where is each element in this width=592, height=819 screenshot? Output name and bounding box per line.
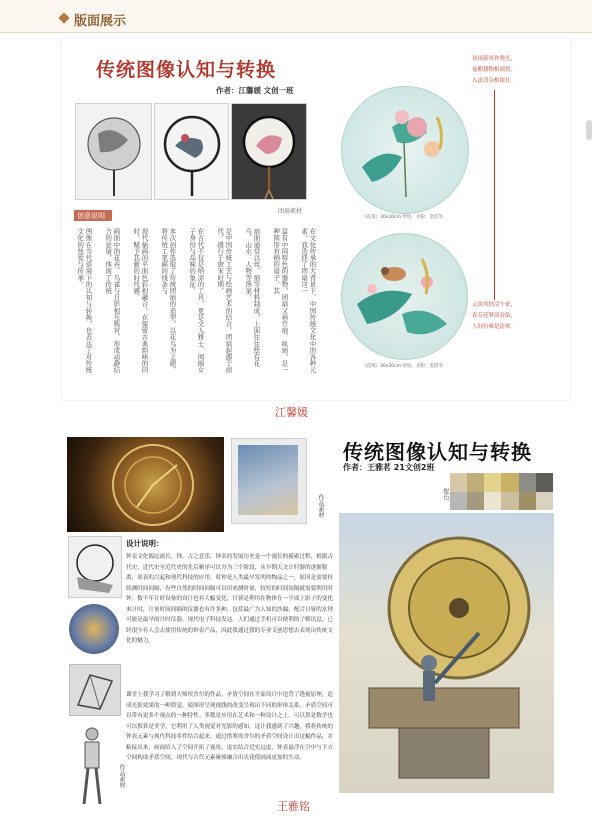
poster-1-title: 传统图像认知与转换: [96, 59, 277, 81]
swatch: [450, 492, 467, 511]
swatch: [519, 473, 536, 492]
poem-top-line-1: 初雨新风作晓光，: [472, 56, 517, 62]
framed-painting-canvas: [238, 445, 298, 515]
poem-bottom-line-3: 人间有味是清欢。: [472, 324, 517, 330]
fan-painting-1-art: [342, 87, 468, 213]
poem-bottom-line-1: 云淡风轻活午来，: [472, 302, 517, 308]
swatch: [501, 492, 518, 511]
fan-photo-3-art: [232, 104, 306, 199]
sketch-clock-1-art: [69, 537, 121, 597]
design-paragraph-2: 课堂上我学习了解到大师埃舍尔的作品，矛盾空间在平面设计中违背了透视原理，造成光影效果的一种错觉，使图形呈现视线的改变呈现出不同的形体关系，矛盾空间可以带有更多个视点的一种特性。多数是应用在艺术和一种设计之上，可以算是数学也可以推算是美学，它利用了人类视觉对光影的感知，这让我感到了兴趣，我将传统的钟表元素与现代科技零件结合起来，通过借鉴埃舍尔的矛盾空间设计出这幅作品，并粘接出来，画面给入了空间开拓了视角，虚实结合近实远虚，钟表悬浮在空中与下方空间构成矛盾空间，现代与古代元素碰撞融合出火花使画面更加的生动。: [126, 692, 333, 761]
photo-caption: 团扇素材: [278, 208, 303, 215]
fan-1-caption: 《花落》30x30cm 丝绢、水粉、金箔等: [362, 215, 443, 220]
student-name-1: 江馨媛: [275, 406, 308, 419]
body-column-1: 在文化传承的大背景下，中国传统文化中的各种元素，我选择了团扇这一: [300, 228, 317, 374]
sketch-escher-art: [70, 665, 120, 715]
clock-photo: [67, 437, 224, 532]
sketch-robot: [72, 724, 112, 808]
body-column-9: 图像在当代语境下的认知与转换，也表达了对传统文化的热爱与传承。: [76, 228, 93, 374]
body-column-4: 是中国传统工艺与绘画艺术的结合。团扇起源于商代，盛行于唐宋时期，: [216, 228, 233, 374]
sketch-escher: [69, 664, 121, 716]
swatch: [519, 492, 536, 511]
swatch: [501, 473, 518, 492]
poem-bottom-line-2: 春芳花梦淡春染，: [472, 313, 517, 319]
fan-photo-1: [75, 103, 152, 200]
main-artwork-art: [339, 513, 554, 793]
framed-painting: [231, 438, 307, 524]
fan-photo-1-art: [76, 104, 151, 199]
fan-painting-1: [341, 86, 469, 214]
swatch: [536, 492, 553, 511]
color-palette: [450, 473, 553, 510]
design-paragraph-1: 钟表文化源远流长，钟，古之意乐，钟表的发展历史是一个漫长的摸索过程，根据古代史、近代史至近代史的先后顺序可以分为三个阶段，从早期天文计时器的逐渐脱离，原表的兴起和现代科技的应用。时钟是人类最早发明的物品之一，原因是需要持续测时间间隔，有些自然的时间间隔可以用来测时量，较短的时间间隔就需要利用时钟。数千年计时设备的设计也有大幅变化，日晷是利用在物体在一平面上影子的变化来计时，计量时间间隔的仪器也有许多种，包括最广为人知的沙漏。配合日晷的水钟可能是最早的计时仪器，现代电子科技发达，人们通过手机可以便利的了解讯息，已经很少有人会去使用传统的钟表产品，因此我通过我的专业文创思想去表现出传统文化的魅力。: [126, 554, 333, 644]
body-column-2: 富有中国特色的器物，团扇又称宫扇、纨扇，是一种圆形有柄的扇子，其: [272, 228, 289, 374]
poster-2-title: 传统图像认知与转换: [343, 440, 532, 464]
student-name-2: 王雅铭: [277, 800, 310, 813]
swatch: [467, 492, 484, 511]
source-label-bottom: 作品素材: [118, 764, 125, 788]
body-column-6: 本次创作选取了传统团扇的造型，以花鸟为主题，将传统工笔画的线条与: [160, 228, 177, 374]
poem-bottom: [472, 300, 516, 333]
body-column-8: 画面中的花卉、鸟雀与月影相互映衬，形成动静结合的意境，体现了传统: [104, 228, 121, 374]
body-column-7: 现代插画的平面色彩相融合，在保留古典韵味的同时，赋予其新的时代感，: [132, 228, 149, 374]
poem-top-line-3: 入法清杂相流壮。: [472, 78, 517, 84]
section-tag-label: 创意说明: [77, 212, 105, 220]
design-heading: 设计说明：: [126, 539, 164, 548]
poem-top-line-2: 夜酣捷物相端傍。: [472, 67, 517, 73]
poster-1-author: 作者：江馨媛 文创一班: [216, 86, 294, 95]
swatch: [467, 473, 484, 492]
swatch: [450, 473, 467, 492]
clock-photo-art: [67, 437, 224, 532]
swatch: [536, 473, 553, 492]
swatch: [484, 492, 501, 511]
section-title: 版面展示: [74, 14, 127, 29]
sketch-clock-1: [68, 536, 122, 598]
scrollbar-handle[interactable]: [586, 120, 592, 140]
poem-top: [472, 54, 516, 87]
poem-divider: [494, 90, 495, 300]
round-illustration: [69, 604, 119, 654]
palette-label: 配色: [442, 488, 449, 500]
body-column-3: 扇面通常以丝、绢等材料制成，上面往往绘有花鸟、山水、人物等图案，: [244, 228, 261, 367]
swatch: [484, 473, 501, 492]
fan-2-caption: 《花鸣》30x30cm 丝绢、水粉、金箔等: [362, 364, 443, 369]
fan-painting-2-art: [342, 234, 467, 359]
fan-photo-2: [154, 103, 229, 200]
fan-photo-2-art: [155, 104, 228, 199]
main-artwork: [339, 513, 554, 793]
poster-2-author: 作者：王雅茗 21文创2班: [343, 463, 435, 472]
fan-painting-2: [341, 233, 468, 360]
sketch-robot-art: [72, 724, 112, 808]
body-column-5: 在古代不仅是纳凉的工具，更是文人雅士、闺阁女子身份与品味的象征。: [188, 228, 205, 374]
source-label-top: 作品素材: [317, 494, 324, 518]
fan-photo-3: [231, 103, 307, 200]
